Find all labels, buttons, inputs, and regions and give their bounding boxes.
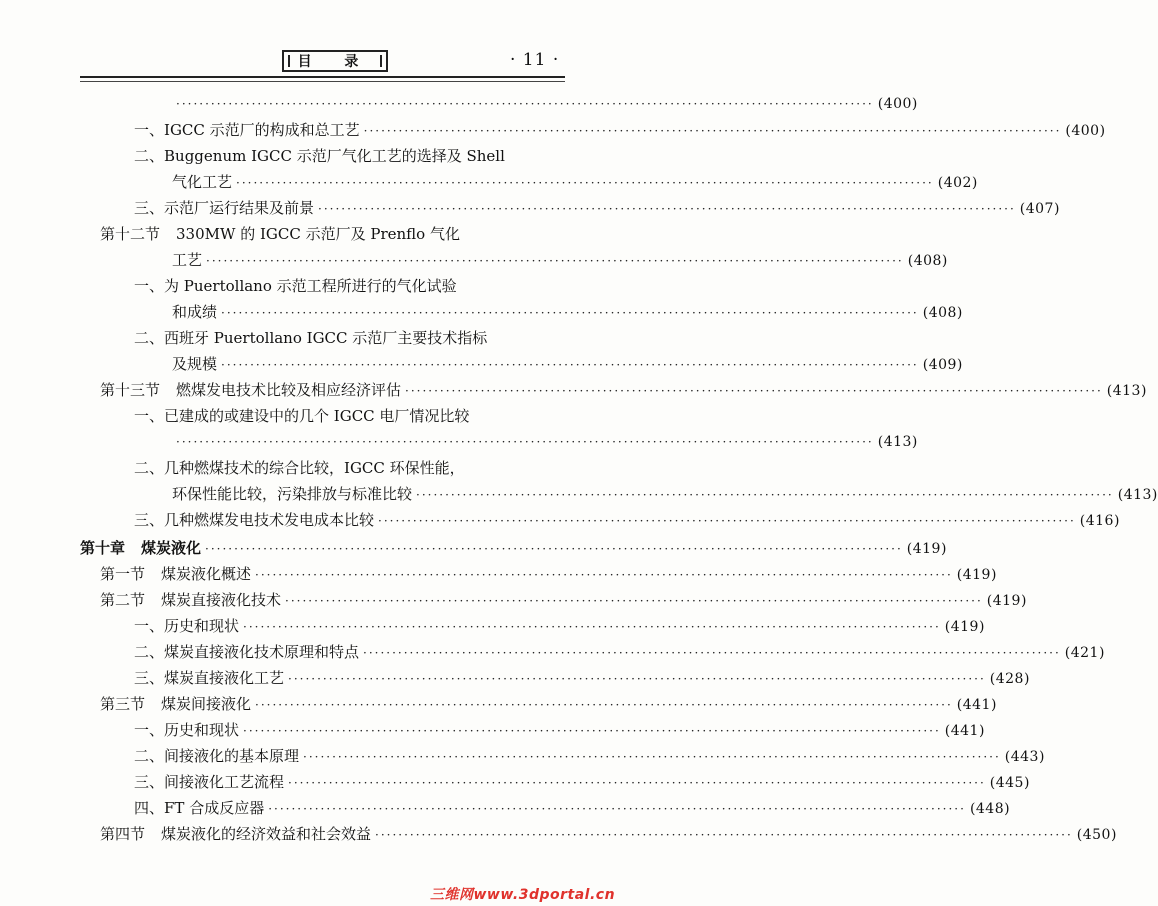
toc-entry-page: (413) — [877, 434, 918, 450]
toc-entry — [172, 482, 1158, 506]
toc-entry-number: 第四节 — [100, 825, 146, 843]
leader-dots: ························································································································ — [288, 672, 986, 686]
toc-entry-number: 第三节 — [100, 695, 146, 713]
toc-entry — [134, 274, 575, 298]
leader-dots: ························································································································ — [255, 698, 953, 712]
leader-dots: ························································································································ — [236, 176, 934, 190]
toc-entry-number: 第十章 — [80, 539, 126, 557]
toc-entry-title: 煤炭液化的经济效益和社会效益 — [161, 825, 372, 843]
toc-entry-number: 四、 — [134, 799, 165, 817]
toc-entry-number: 三、 — [134, 511, 165, 529]
toc-entry — [134, 326, 575, 350]
leader-dots: ························································································································ — [416, 488, 1114, 502]
toc-entry-title: 及规模 — [172, 355, 218, 373]
toc-entry-title: 330MW 的 IGCC 示范厂及 Prenflo 气化 — [176, 225, 460, 243]
toc-entry — [172, 170, 978, 194]
toc-entry — [100, 378, 1147, 402]
toc-entry-title: Buggenum IGCC 示范厂气化工艺的选择及 Shell — [164, 147, 505, 165]
toc-entry-number: 二、 — [134, 459, 165, 477]
toc-entry-page: (448) — [969, 801, 1011, 817]
toc-entry-page: (413) — [1117, 487, 1158, 503]
toc-entry-number: 一、 — [134, 617, 165, 635]
toc-entry-page: (450) — [1076, 827, 1117, 843]
toc-entry-number: 二、 — [134, 147, 165, 165]
toc-entry — [134, 118, 1106, 142]
toc-entry-page: (419) — [956, 567, 997, 583]
toc-entry-page: (416) — [1079, 513, 1120, 529]
toc-entry-page: (400) — [877, 96, 918, 112]
toc-entry — [134, 744, 1045, 768]
toc-entry-page: (408) — [907, 253, 948, 269]
toc-entry-page: (409) — [922, 357, 963, 373]
toc-entry-title: IGCC 示范厂的构成和总工艺 — [164, 121, 360, 139]
header-rule — [80, 76, 565, 78]
leader-dots: ························································································································ — [285, 594, 983, 608]
toc-entry-title: 和成绩 — [172, 303, 218, 321]
leader-dots: ························································································································ — [363, 646, 1061, 660]
header-rule-thin — [80, 81, 565, 82]
toc-entry-title: 几种燃煤发电技术发电成本比较 — [164, 511, 375, 529]
header-title: 目 录 — [297, 54, 373, 70]
toc-entry — [134, 640, 1105, 664]
toc-entry — [134, 404, 575, 428]
toc-entry-title: 煤炭直接液化技术 — [161, 591, 282, 609]
toc-entry-page: (407) — [1019, 201, 1060, 217]
toc-entry-title: 示范厂运行结果及前景 — [164, 199, 315, 217]
toc-entry-page: (402) — [937, 175, 978, 191]
toc-entry-number: 三、 — [134, 669, 165, 687]
toc-entry-number: 第十三节 — [100, 381, 161, 399]
toc-entry — [134, 508, 1120, 532]
toc-entry — [134, 456, 575, 480]
toc-entry — [134, 196, 1060, 220]
leader-dots: ························································································································ — [255, 568, 953, 582]
toc-entry-page: (413) — [1106, 383, 1147, 399]
toc-entry-number: 第十二节 — [100, 225, 161, 243]
toc-entry — [100, 562, 997, 586]
toc-entry-number: 第二节 — [100, 591, 146, 609]
leader-dots: ························································································································ — [288, 776, 986, 790]
toc-entry — [134, 666, 1030, 690]
toc-entry — [172, 300, 963, 324]
toc-entry — [172, 352, 963, 376]
toc-entry-title: 气化工艺 — [172, 173, 233, 191]
toc-entry-page: (419) — [906, 541, 947, 557]
toc-entry-page: (428) — [989, 671, 1030, 687]
toc-entry-page: (419) — [986, 593, 1027, 609]
toc-entry-title: 几种燃煤技术的综合比较，IGCC 环保性能， — [164, 459, 465, 477]
toc-entry-title: 燃煤发电技术比较及相应经济评估 — [176, 381, 402, 399]
leader-dots: ························································································································ — [176, 435, 874, 449]
leader-dots: ························································································································ — [205, 542, 903, 556]
toc-entry-title: 工艺 — [172, 251, 203, 269]
leader-dots: ························································································································ — [243, 724, 941, 738]
leader-dots: ························································································································ — [221, 358, 919, 372]
toc-entry-title: 历史和现状 — [164, 617, 240, 635]
toc-entry-title: 煤炭直接液化技术原理和特点 — [164, 643, 360, 661]
toc-entry — [134, 796, 1011, 820]
leader-dots: ························································································································ — [176, 97, 874, 111]
toc-entry — [134, 718, 985, 742]
toc-entry — [100, 822, 1117, 846]
toc-entry-title: FT 合成反应器 — [164, 799, 265, 817]
leader-dots: ························································································································ — [318, 202, 1016, 216]
toc-entry — [100, 692, 997, 716]
toc-entry-title: 已建成的或建设中的几个 IGCC 电厂情况比较 — [164, 407, 470, 425]
toc-entry-number: 二、 — [134, 643, 165, 661]
toc-entry-page: (445) — [989, 775, 1030, 791]
toc-entry-number: 第一节 — [100, 565, 146, 583]
toc-entry-title: 历史和现状 — [164, 721, 240, 739]
leader-dots: ························································································································ — [243, 620, 941, 634]
toc-entry-title: 煤炭间接液化 — [161, 695, 252, 713]
page-number: · 11 · — [510, 50, 560, 70]
toc-entry — [100, 588, 1027, 612]
leader-dots: ························································································································ — [378, 514, 1076, 528]
toc-entry-page: (441) — [944, 723, 985, 739]
toc-entry-title: 煤炭液化概述 — [161, 565, 252, 583]
toc-entry-number: 一、 — [134, 721, 165, 739]
leader-dots: ························································································································ — [405, 384, 1103, 398]
toc-entry-number: 三、 — [134, 773, 165, 791]
toc-entry-page: (400) — [1065, 123, 1106, 139]
toc-entry — [134, 770, 1030, 794]
toc-entry-page: (441) — [956, 697, 997, 713]
toc-entry-number: 二、 — [134, 329, 165, 347]
toc-entry — [172, 430, 918, 454]
toc-entry — [80, 536, 947, 560]
toc-entry — [172, 248, 948, 272]
toc-entry-number: 一、 — [134, 277, 165, 295]
leader-dots: ························································································································ — [375, 828, 1073, 842]
toc-entry-number: 一、 — [134, 407, 165, 425]
toc-entry — [134, 144, 575, 168]
toc-entry-number: 一、 — [134, 121, 165, 139]
toc-entry-title: 间接液化工艺流程 — [164, 773, 285, 791]
toc-entry-title: 间接液化的基本原理 — [164, 747, 300, 765]
toc-entry-title: 煤炭液化 — [141, 539, 202, 557]
leader-dots: ························································································································ — [363, 124, 1062, 138]
toc-entry-number: 二、 — [134, 747, 165, 765]
leader-dots: ························································································································ — [206, 254, 904, 268]
watermark-text: 三维网www.3dportal.cn — [430, 887, 616, 903]
toc-entry-page: (408) — [922, 305, 963, 321]
header-title-box — [282, 50, 388, 72]
toc-entry — [134, 614, 985, 638]
toc-entry-page: (421) — [1064, 645, 1105, 661]
toc-entry-title: 煤炭直接液化工艺 — [164, 669, 285, 687]
toc-entry — [100, 222, 575, 246]
toc-entry-title: 西班牙 Puertollano IGCC 示范厂主要技术指标 — [164, 329, 488, 347]
leader-dots: ························································································································ — [221, 306, 919, 320]
toc-entry-page: (443) — [1004, 749, 1045, 765]
leader-dots: ························································································································ — [303, 750, 1001, 764]
leader-dots: ························································································································ — [268, 802, 966, 816]
toc-entry-title: 环保性能比较，污染排放与标准比较 — [172, 485, 413, 503]
toc-entry-page: (419) — [944, 619, 985, 635]
toc-entry — [172, 92, 918, 116]
toc-entry-title: 为 Puertollano 示范工程所进行的气化试验 — [164, 277, 457, 295]
toc-entry-number: 三、 — [134, 199, 165, 217]
